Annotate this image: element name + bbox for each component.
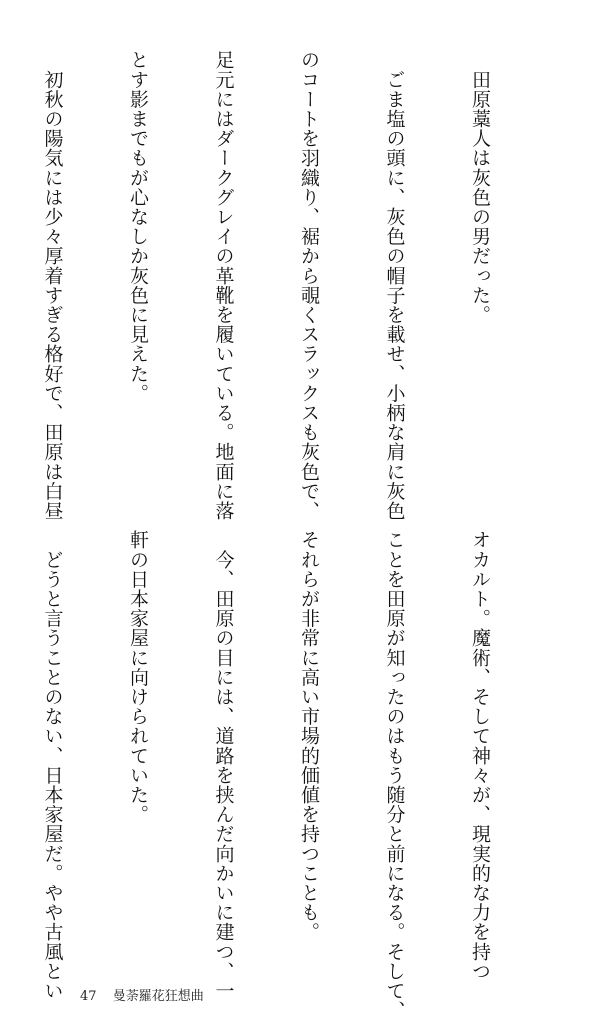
text-line: 軒の日本家屋に向けられていた。 [127, 530, 149, 824]
text-line: のコートを羽織り、裾から覗くスラックスも灰色で、 [298, 50, 320, 521]
text-line: それらが非常に高い市場的価値を持つことも。 [298, 530, 320, 942]
text-line: ごま塩の頭に、灰色の帽子を載せ、小柄な肩に灰色 [383, 50, 406, 521]
page-footer [80, 989, 204, 1005]
text-line: どうと言うことのない、日本家屋だ。やや古風とい [41, 530, 64, 1001]
text-line: とす影までもが心なしか灰色に見えた。 [127, 50, 149, 403]
page-number: 47 [80, 989, 97, 1004]
text-line: 足元にはダークグレイの革靴を履いている。地面に落 [212, 50, 235, 521]
text-line: 田原藁人は灰色の男だった。 [469, 50, 491, 325]
text-line: 初秋の陽気には少々厚着すぎる格好で、田原は白昼 [41, 50, 64, 521]
text-block-top [0, 50, 551, 521]
text-line: 今、田原の目には、道路を挟んだ向かいに建つ、一 [212, 530, 235, 1001]
text-line: オカルト。魔術、そして神々が、現実的な力を持つ [469, 530, 491, 981]
text-line: ことを田原が知ったのはもう随分と前になる。そして、 [383, 530, 406, 1020]
book-title: 曼荼羅花狂想曲 [112, 989, 204, 1004]
